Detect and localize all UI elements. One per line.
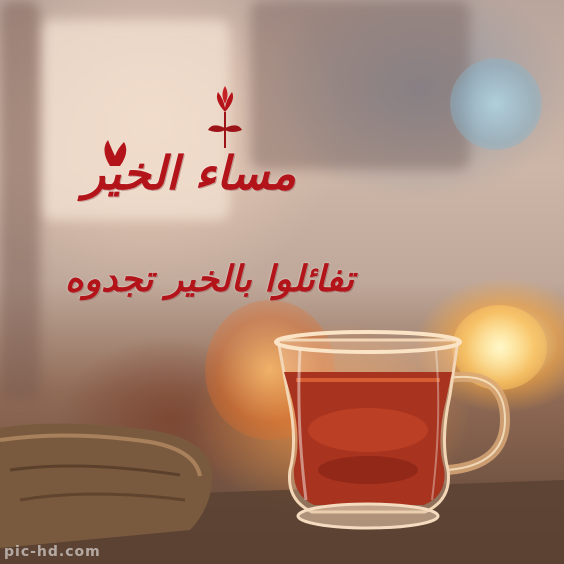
- glass-base: [298, 504, 438, 528]
- greeting-text: مساء الخير: [82, 146, 296, 200]
- watermark: pic-hd.com: [4, 544, 101, 560]
- flower-icon: [208, 86, 242, 148]
- tagline-text: تفائلوا بالخير تجدوه: [64, 258, 354, 300]
- wooden-tray: [0, 423, 212, 548]
